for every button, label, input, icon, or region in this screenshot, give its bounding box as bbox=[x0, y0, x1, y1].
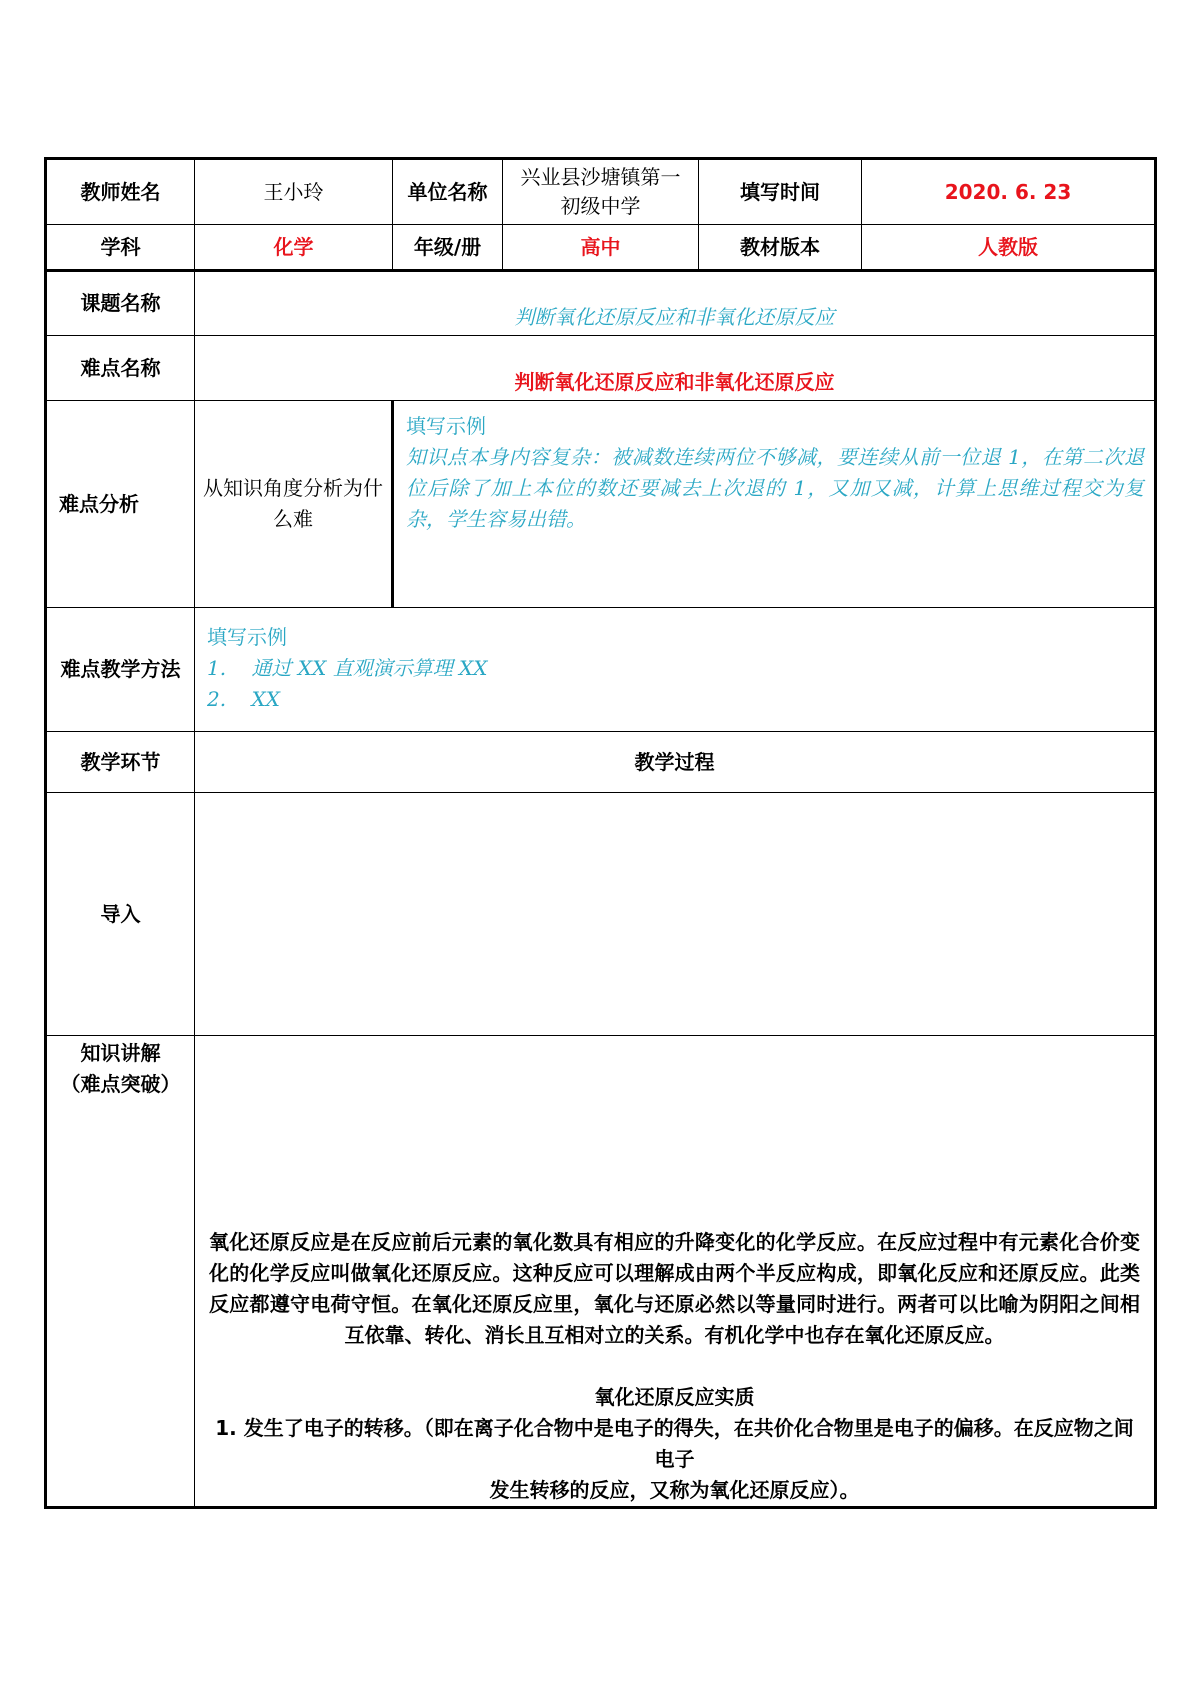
unit-value-line1: 兴业县沙塘镇第一 bbox=[520, 165, 681, 189]
analysis-example-title: 填写示例 bbox=[406, 414, 486, 438]
method-item: 1. 通过 XX 直观演示算理 XX bbox=[207, 656, 488, 680]
unit-value-line2: 初级中学 bbox=[560, 194, 641, 218]
knowledge-label-line2: （难点突破） bbox=[60, 1072, 181, 1096]
essence-title: 氧化还原反应实质 bbox=[594, 1385, 755, 1409]
lesson-plan-sheet bbox=[44, 157, 1154, 1509]
teacher-value: 王小玲 bbox=[195, 159, 393, 225]
edition-label: 教材版本 bbox=[699, 225, 862, 271]
analysis-sub-label: 从知识角度分析为什么难 bbox=[195, 401, 393, 608]
intro-content bbox=[195, 793, 1156, 1036]
paragraph-gap bbox=[209, 1351, 1140, 1382]
teacher-label: 教师姓名 bbox=[46, 159, 195, 225]
method-content bbox=[195, 608, 1156, 732]
analysis-label: 难点分析 bbox=[46, 401, 195, 608]
essence-line1: 1. 发生了电子的转移。（即在离子化合物中是电子的得失，在共价化合物里是电子的偏移。在反应物之间电子 bbox=[215, 1416, 1134, 1471]
analysis-example bbox=[393, 401, 1156, 608]
stage-label: 教学环节 bbox=[46, 732, 195, 793]
essence-line2: 发生转移的反应，又称为氧化还原反应）。 bbox=[489, 1478, 860, 1502]
knowledge-paragraph: 氧化还原反应是在反应前后元素的氧化数具有相应的升降变化的化学反应。在反应过程中有元素化合价变化的化学反应叫做氧化还原反应。这种反应可以理解成由两个半反应构成，即氧化反应和还原反应。此类反应都遵守电荷守恒。在氧化还原反应里，氧化与还原必然以等量同时进行。两者可以比喻为阴阳之间相互依靠、转化、消长且互相对立的关系。有机化学中也存在氧化还原反应。 bbox=[209, 1230, 1140, 1347]
subject-value: 化学 bbox=[195, 225, 393, 271]
intro-label: 导入 bbox=[46, 793, 195, 1036]
method-example-title: 填写示例 bbox=[207, 625, 287, 649]
unit-value bbox=[503, 159, 699, 225]
topic-label: 课题名称 bbox=[46, 271, 195, 336]
subject-label: 学科 bbox=[46, 225, 195, 271]
knowledge-label bbox=[46, 1036, 195, 1508]
method-label: 难点教学方法 bbox=[46, 608, 195, 732]
unit-label: 单位名称 bbox=[393, 159, 503, 225]
edition-value: 人教版 bbox=[862, 225, 1156, 271]
analysis-example-text: 知识点本身内容复杂：被减数连续两位不够减，要连续从前一位退 1，在第二次退位后除了加上本位的数还要减去上次退的 1，又加又减，计算上思维过程交为复杂，学生容易出错。 bbox=[406, 445, 1144, 531]
lesson-plan-table bbox=[44, 157, 1157, 1509]
topic-value: 判断氧化还原反应和非氧化还原反应 bbox=[195, 271, 1156, 336]
date-label: 填写时间 bbox=[699, 159, 862, 225]
method-item: 2. XX bbox=[207, 687, 280, 711]
grade-label: 年级/册 bbox=[393, 225, 503, 271]
knowledge-label-line1: 知识讲解 bbox=[80, 1041, 161, 1065]
difficulty-label: 难点名称 bbox=[46, 336, 195, 401]
date-value: 2020. 6. 23 bbox=[862, 159, 1156, 225]
grade-value: 高中 bbox=[503, 225, 699, 271]
difficulty-value: 判断氧化还原反应和非氧化还原反应 bbox=[195, 336, 1156, 401]
knowledge-content bbox=[195, 1036, 1156, 1508]
process-label: 教学过程 bbox=[195, 732, 1156, 793]
